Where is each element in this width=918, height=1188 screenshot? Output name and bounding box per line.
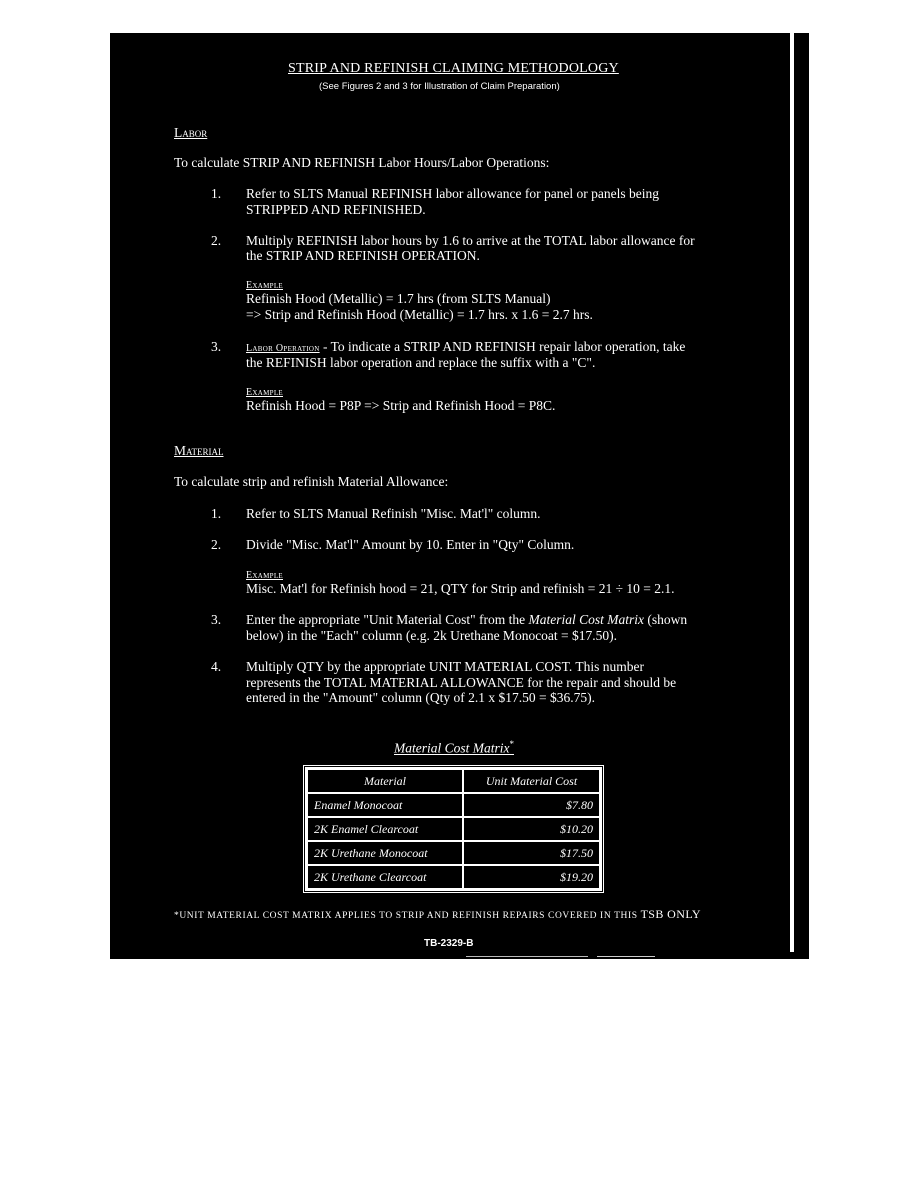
labor-example-2-label: Example (246, 387, 283, 398)
material-step-4-line-2: represents the TOTAL MATERIAL ALLOWANCE for the repair and should be (246, 675, 677, 690)
labor-example-1-label: Example (246, 280, 283, 291)
material-step-4-number: 4. (211, 659, 222, 674)
labor-operation-label: Labor Operation (246, 343, 320, 354)
labor-step-3-text: - To indicate a STRIP AND REFINISH repair labor operation, take (319, 339, 686, 354)
footnote-tsb: TSB ONLY (640, 907, 701, 921)
labor-example-2-line-1: Refinish Hood = P8P => Strip and Refinish Hood = P8C. (246, 398, 556, 413)
footnote (174, 906, 701, 924)
material-step-2-number: 2. (211, 537, 222, 552)
material-cell: 2K Urethane Clearcoat (307, 865, 463, 889)
labor-step-1-line-2: STRIPPED AND REFINISHED. (246, 202, 426, 217)
material-cost-matrix-ref: Material Cost Matrix (528, 612, 644, 627)
material-step-3-line-1 (246, 612, 687, 628)
header-material: Material (307, 769, 463, 793)
material-cell: 2K Enamel Clearcoat (307, 817, 463, 841)
page-title: STRIP AND REFINISH CLAIMING METHODOLOGY (288, 61, 619, 76)
table-row (307, 793, 600, 817)
labor-intro: To calculate STRIP AND REFINISH Labor Hours/Labor Operations: (174, 155, 550, 170)
material-step-3-line-2: below) in the "Each" column (e.g. 2k Urethane Monocoat = $17.50). (246, 628, 618, 643)
material-cell: 2K Urethane Monocoat (307, 841, 463, 865)
labor-step-3-line-2: the REFINISH labor operation and replace the suffix with a "C". (246, 355, 596, 370)
page-subtitle: (See Figures 2 and 3 for Illustration of Claim Preparation) (319, 81, 560, 92)
document-number: TB-2329-B (424, 938, 474, 949)
labor-example-1-line-1: Refinish Hood (Metallic) = 1.7 hrs (from SLTS Manual) (246, 291, 551, 306)
material-intro: To calculate strip and refinish Material Allowance: (174, 474, 449, 489)
material-example-line-1: Misc. Mat'l for Refinish hood = 21, QTY for Strip and refinish = 21 ÷ 10 = 2.1. (246, 581, 675, 596)
material-step-1-line-1: Refer to SLTS Manual Refinish "Misc. Mat'l" column. (246, 506, 541, 521)
material-step-1-number: 1. (211, 506, 222, 521)
labor-step-1-line-1: Refer to SLTS Manual REFINISH labor allowance for panel or panels being (246, 186, 660, 201)
labor-step-2-line-1: Multiply REFINISH labor hours by 1.6 to arrive at the TOTAL labor allowance for (246, 233, 695, 248)
matrix-title-mark: * (509, 739, 514, 749)
labor-step-3-number: 3. (211, 339, 222, 354)
cost-cell: $17.50 (463, 841, 600, 865)
footnote-text: *UNIT MATERIAL COST MATRIX APPLIES TO STRIP AND REFINISH REPAIRS COVERED IN THIS (174, 911, 641, 921)
material-cost-table (305, 767, 602, 891)
matrix-title-text: Material Cost Matrix (394, 740, 510, 756)
labor-example-1-line-2: => Strip and Refinish Hood (Metallic) = 1.7 hrs. x 1.6 = 2.7 hrs. (246, 307, 593, 322)
labor-step-2-line-2: the STRIP AND REFINISH OPERATION. (246, 248, 480, 263)
material-step-2-line-1: Divide "Misc. Mat'l" Amount by 10. Enter in "Qty" Column. (246, 537, 575, 552)
table-row (307, 841, 600, 865)
material-step-4-line-3: entered in the "Amount" column (Qty of 2.1 x $17.50 = $36.75). (246, 690, 595, 705)
page-edge (794, 33, 809, 959)
cost-cell: $19.20 (463, 865, 600, 889)
cost-cell: $10.20 (463, 817, 600, 841)
table-row (307, 817, 600, 841)
table-header-row (307, 769, 600, 793)
labor-heading: Labor (174, 125, 208, 140)
table-row (307, 865, 600, 889)
matrix-title (394, 736, 514, 757)
material-example-label: Example (246, 570, 283, 581)
labor-step-2-number: 2. (211, 233, 222, 248)
cost-cell: $7.80 (463, 793, 600, 817)
page-bottom-edge (110, 952, 809, 959)
material-heading: Material (174, 443, 224, 458)
header-unit-cost: Unit Material Cost (463, 769, 600, 793)
labor-step-1-number: 1. (211, 186, 222, 201)
material-cell: Enamel Monocoat (307, 793, 463, 817)
material-step-3-number: 3. (211, 612, 222, 627)
material-step-4-line-1: Multiply QTY by the appropriate UNIT MATERIAL COST. This number (246, 659, 644, 674)
material-step-3-text-c: (shown (643, 612, 688, 627)
scan-artifact-line (466, 956, 588, 957)
scan-artifact-line (597, 956, 655, 957)
material-step-3-text-a: Enter the appropriate "Unit Material Cost" from the (246, 612, 529, 627)
